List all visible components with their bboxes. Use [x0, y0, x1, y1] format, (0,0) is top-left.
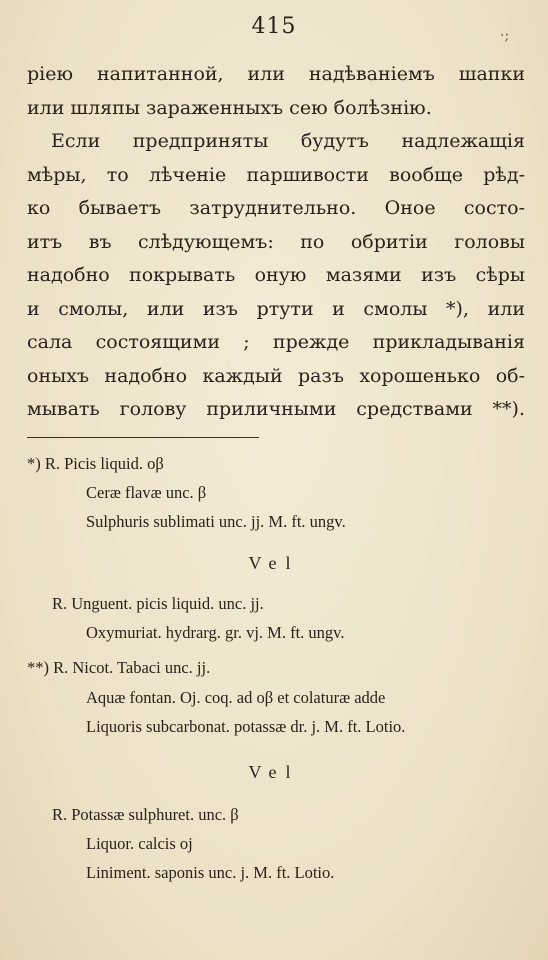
text-line: или шляпы зараженныхъ сею болѣзнію. [27, 96, 432, 119]
text-line: надобно покрывать оную мазями изъ сѣры [27, 264, 525, 286]
main-text [27, 58, 525, 427]
text-line: сала состоящими ; прежде прикладыванія [27, 331, 525, 353]
text-line: мывать голову приличными средствами **). [27, 398, 525, 420]
text-line: оныхъ надобно каждый разъ хорошенько об- [27, 364, 525, 387]
footnote-line: Liquor. calcis oj [86, 834, 193, 853]
corner-mark: ·; [500, 28, 510, 44]
footnote-line: **) R. Nicot. Tabaci unc. jj. [27, 658, 211, 677]
vel-heading: Vel [248, 553, 300, 573]
text-line: мѣры, то лѣченіе паршивости вообще рѣд- [27, 163, 525, 186]
footnote-line: Sulphuris sublimati unc. jj. M. ft. ungv. [86, 512, 346, 531]
vel-heading: Vel [248, 762, 300, 782]
footnote-divider [27, 437, 259, 438]
footnote-line: *) R. Picis liquid. oβ [27, 454, 164, 473]
footnote-line: R. Potassæ sulphuret. unc. β [52, 805, 239, 824]
footnote-line: Ceræ flavæ unc. β [86, 483, 207, 502]
text-line: и смолы, или изъ ртути и смолы *), или [27, 297, 525, 320]
footnote-line: Liniment. saponis unc. j. M. ft. Lotio. [86, 863, 335, 882]
footnote-line: R. Unguent. picis liquid. unc. jj. [52, 594, 264, 613]
footnote-line: Aquæ fontan. Oj. coq. ad oβ et colaturæ adde [86, 688, 386, 707]
footnote-line: Liquoris subcarbonat. potassæ dr. j. M. ft. Lotio. [86, 717, 406, 736]
text-line: Если предприняты будутъ надлежащія [51, 130, 525, 152]
text-line: ріею напитанной, или надѣваніемъ шапки [27, 63, 525, 85]
footnote-line: Oxymuriat. hydrarg. gr. vj. M. ft. ungv. [86, 623, 345, 642]
page-number: 415 [251, 14, 297, 39]
text-line: итъ въ слѣдующемъ: по обритіи головы [27, 230, 525, 253]
text-line: ко бываетъ затруднительно. Оное состо- [27, 197, 525, 219]
